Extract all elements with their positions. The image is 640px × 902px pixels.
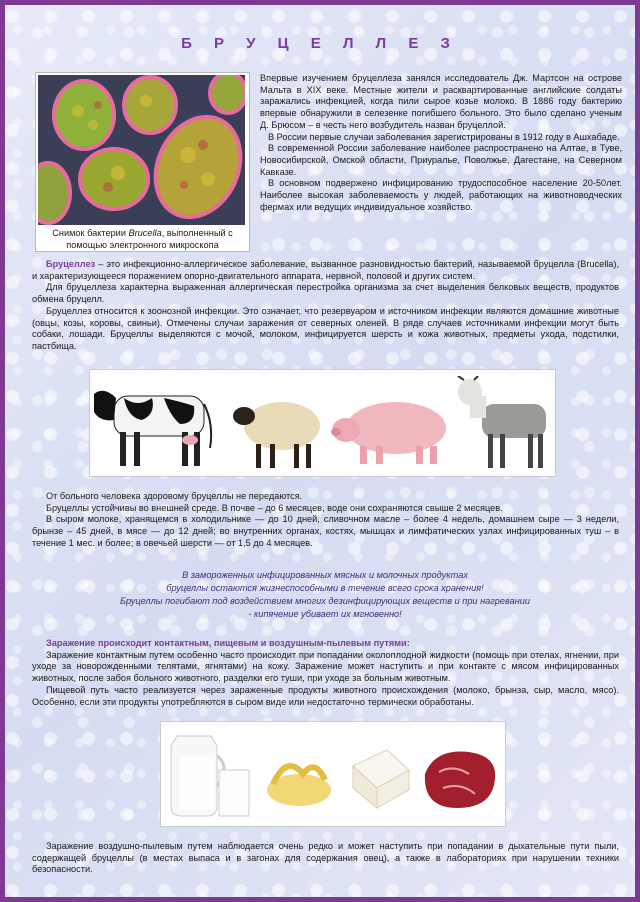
warning-note: В замороженных инфицированных мясных и молочных продуктах бруцеллы остаются жизнеспособными в течение всего срока хранения! Бруцеллы погибают под воздействием многих дезинфицирующих веществ и при нагревании - кипячение убивает их мгновенно! (120, 570, 530, 619)
brucella-microscope-image (38, 75, 245, 225)
definition-paragraph: Бруцеллез – это инфекционно-аллергическое заболевание, вызванное разновидностью бактерий, называемой бруцелла (Brucella), и характеризующееся поражением опорно-двигательного аппарата, нервной, половой и других систем. (32, 259, 619, 281)
page-title: Б Р У Ц Е Л Л Е З (181, 35, 459, 52)
survival-section (32, 491, 619, 550)
body-paragraph: В сыром молоке, хранящемся в холодильнике — до 10 дней, сливочном масле – более 4 недель, домашнем сыре — 3 недели, брынзе – 45 дней, в мясе — до 12 дней; во внутренних органах, костях, мышцах и лимфатических узлах инфицированных туш – в течение 1 мес. и более; в овечьей шерсти — от 1,5 до 4 месяцев. (32, 514, 619, 548)
intro-text (260, 73, 622, 213)
definition-term: Бруцеллез (46, 259, 96, 269)
goat-image (454, 376, 554, 472)
body-paragraph: Заражение воздушно-пылевым путем наблюдается очень редко и может наступить при попадании в дыхательные пути пыли, содержащей бруцеллы (в местах выпаса и в загонах для содержания овец), а также в лабораториях при нарушении техники безопасности. (32, 841, 619, 875)
cow-image (94, 374, 232, 474)
photo-caption: Снимок бактерии Brucella, выполненный с помощью электронного микроскопа (52, 228, 233, 250)
body-paragraph: Пищевой путь часто реализуется через зараженные продукты животного происхождения (молоко, брынза, сыр, масло, мясо). Особенно, если эти продукты употребляются в сыром виде или недостаточно термически обработаны. (32, 684, 619, 707)
milk-image (167, 726, 257, 822)
body-paragraph: Бруцеллез относится к зоонозной инфекции. Это означает, что резервуаром и источником инфекции являются домашние животные (овцы, козы, коровы, свиньи). Отмечены случаи заражения от северных оленей. В ряде случаев источниками инфекции могут быть собаки, лошади. Бруцеллы выделяются с мочой, молоком, инфицируется шерсть и кожа животных, предметы ухода, подстилки, пастбища. (32, 305, 619, 351)
intro-paragraph: В основном подвержено инфицированию трудоспособное население 20-50лет. Наиболее высокая заболеваемость у людей, работающих на животноводческих фермах или ведущих индивидуальное хозяйство. (260, 178, 622, 212)
intro-paragraph: Впервые изучением бруцеллеза занялся исследователь Дж. Мартсон на острове Мальта в XIX веке. Местные жители и расквартированные английские солдаты заражались инфекцией, когда пили сырое козье молоко. В 1886 году бактерию впервые обнаружили в селезенке погибшего больного. Это было сделано ученым Д. Брюсом – в честь него возбудитель назван бруцеллой. (260, 73, 622, 130)
intro-paragraph: В России первые случаи заболевания зарегистрированы в 1912 году в Ашхабаде. (268, 131, 620, 142)
body-paragraph: От больного человека здоровому бруцеллы не передаются. (46, 491, 303, 501)
transmission-section (32, 638, 619, 708)
animals-image (89, 369, 556, 477)
airborne-section (32, 841, 619, 876)
body-paragraph: Бруцеллы устойчивы во внешней среде. В почве – до 6 месяцев, воде они сохраняются свыше 2 месяцев. (46, 502, 503, 513)
sheep-image (230, 396, 322, 472)
body-paragraph: Заражение контактным путем особенно часто происходит при попадании околоплодной жидкости (помощь при отелах, ягнении, при уходе за новорожденными телятами, ягнятами) на кожу. Заражение может наступить и при контакте с мясом инфицированных животных, после забоя больного животного, разделки его туши, при уходе за больным животным. (32, 649, 619, 684)
meat-image (417, 744, 501, 812)
intro-paragraph: В современной России заболевание наиболее распространено на Алтае, в Туве, Новосибирской, Омской области, Приуралье, Поволжье, Дагестане, на Северном Кавказе. (260, 143, 622, 177)
butter-image (263, 750, 333, 812)
transmission-heading: Заражение происходит контактным, пищевым и воздушным-пылевым путями: (46, 638, 410, 648)
definition-section (32, 259, 619, 353)
food-image (160, 721, 506, 827)
pig-image (330, 396, 456, 468)
bacteria-photo (35, 72, 250, 252)
cheese-image (339, 736, 419, 816)
body-paragraph: Для бруцеллеза характерна выраженная аллергическая перестройка организма за счет выделения белковых веществ, продуктов обмена бруцелл. (32, 282, 619, 305)
